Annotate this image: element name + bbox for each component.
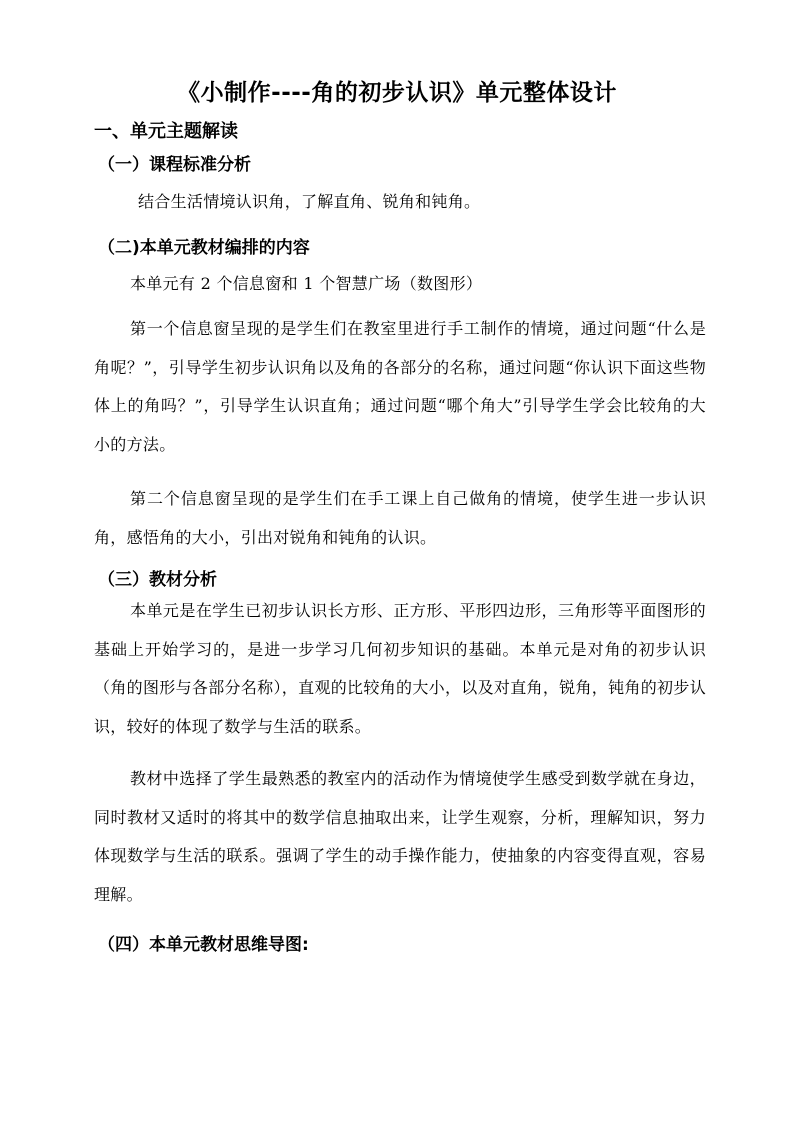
paragraph-analysis-2: 教材中选择了学生最熟悉的教室内的活动作为情境使学生感受到数学就在身边，同时教材又适时的将其中的数学信息抽取出来，让学生观察，分析，理解知识，努力体现数学与生活的联系。强调了学生的动手操作能力，使抽象的内容变得直观，容易理解。	[94, 769, 706, 904]
document-title: 《小制作----角的初步认识》单元整体设计	[177, 80, 617, 106]
section-heading-1: 一、单元主题解读	[94, 121, 238, 142]
subsection-heading-analysis: （三）教材分析	[98, 570, 217, 590]
paragraph-analysis-1: 本单元是在学生已初步认识长方形、正方形、平形四边形，三角形等平面图形的基础上开始学习的，是进一步学习几何初步知识的基础。本单元是对角的初步认识（角的图形与各部分名称），直观的比较角的大小，以及对直角，锐角，钝角的初步认识，较好的体现了数学与生活的联系。	[94, 601, 706, 736]
subsection-heading-standards: （一）课程标准分析	[98, 155, 251, 175]
subsection-heading-mindmap: （四）本单元教材思维导图:	[98, 935, 309, 955]
paragraph-contents-2: 第一个信息窗呈现的是学生们在教室里进行手工制作的情境，通过问题“什么是角呢？”，引导学生初步认识角以及角的各部分的名称，通过问题“你认识下面这些物体上的角吗？”，引导学生认识直角；通过问题“哪个角大”引导学生学会比较角的大小的方法。	[94, 319, 706, 454]
subsection-heading-contents: （二)本单元教材编排的内容	[98, 238, 310, 258]
paragraph-standards: 结合生活情境认识角，了解直角、锐角和钝角。	[138, 192, 481, 211]
paragraph-contents-1: 本单元有 2 个信息窗和 1 个智慧广场（数图形）	[130, 274, 483, 293]
paragraph-contents-3: 第二个信息窗呈现的是学生们在手工课上自己做角的情境，使学生进一步认识角，感悟角的大小，引出对锐角和钝角的认识。	[94, 489, 706, 547]
